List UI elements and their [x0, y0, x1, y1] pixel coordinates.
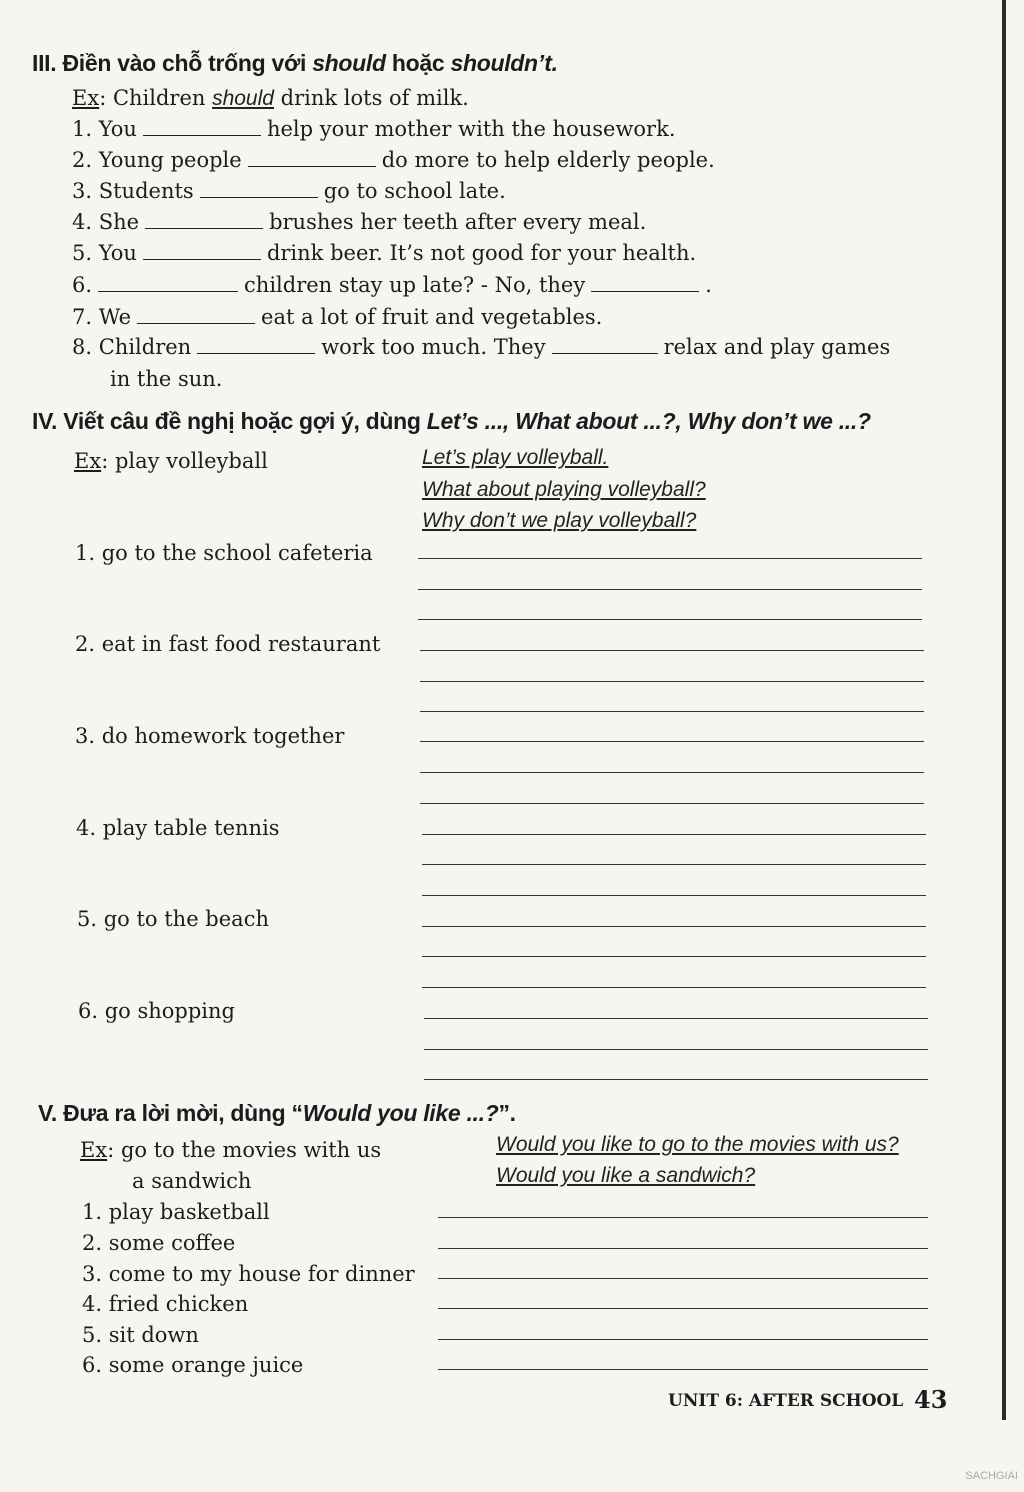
answer-line[interactable]: [422, 864, 926, 865]
answer-blank[interactable]: [143, 258, 261, 260]
page-edge: [1002, 0, 1006, 1420]
s3-item-6: 6. children stay up late? - No, they .: [72, 273, 712, 297]
answer-line[interactable]: [420, 803, 924, 804]
s5-item-4: 4. fried chicken: [82, 1292, 249, 1316]
s3-item-8-cont: in the sun.: [110, 367, 223, 391]
s5-item-3: 3. come to my house for dinner: [82, 1262, 415, 1286]
answer-line[interactable]: [438, 1339, 928, 1340]
s3-item-5: 5. You drink beer. It’s not good for your health.: [72, 241, 697, 265]
s3-item-4: 4. She brushes her teeth after every meal.: [72, 210, 647, 234]
s5-item-6: 6. some orange juice: [82, 1353, 304, 1377]
answer-line[interactable]: [420, 681, 924, 682]
answer-line[interactable]: [420, 711, 924, 712]
section-4-example: Ex: play volleyball: [74, 449, 268, 473]
answer-line[interactable]: [420, 772, 924, 773]
s5-item-2: 2. some coffee: [82, 1231, 236, 1255]
answer-blank[interactable]: [137, 322, 255, 324]
section-3-example: Ex: Children should drink lots of milk.: [72, 86, 469, 110]
answer-line[interactable]: [422, 926, 926, 927]
answer-line[interactable]: [438, 1369, 928, 1370]
answer-line[interactable]: [422, 987, 926, 988]
answer-line[interactable]: [438, 1308, 928, 1309]
answer-blank[interactable]: [98, 290, 238, 292]
answer-blank[interactable]: [552, 352, 658, 354]
s5-item-1: 1. play basketball: [82, 1200, 270, 1224]
s4-item-3: 3. do homework together: [75, 724, 345, 748]
answer-line[interactable]: [418, 558, 922, 559]
s4-example-answer-1: Let’s play volleyball.: [422, 446, 609, 469]
answer-line[interactable]: [420, 650, 924, 651]
s4-item-1: 1. go to the school cafeteria: [75, 541, 373, 565]
answer-blank[interactable]: [248, 165, 376, 167]
section-3-heading: III. Điền vào chỗ trống với should hoặc shouldn’t.: [32, 50, 558, 76]
answer-blank[interactable]: [200, 196, 318, 198]
page-number: 43: [914, 1385, 948, 1414]
answer-line[interactable]: [418, 589, 922, 590]
answer-line[interactable]: [424, 1079, 928, 1080]
s4-item-6: 6. go shopping: [78, 999, 235, 1023]
answer-blank[interactable]: [197, 352, 315, 354]
section-5-example-2: a sandwich: [132, 1169, 252, 1193]
answer-line[interactable]: [420, 741, 924, 742]
watermark-logo: SACHGIAI: [965, 1470, 1018, 1482]
s4-example-answer-2: What about playing volleyball?: [422, 478, 706, 501]
answer-line[interactable]: [438, 1248, 928, 1249]
s5-item-5: 5. sit down: [82, 1323, 199, 1347]
answer-blank[interactable]: [145, 227, 263, 229]
answer-line[interactable]: [422, 834, 926, 835]
answer-line[interactable]: [438, 1278, 928, 1279]
answer-blank[interactable]: [143, 134, 261, 136]
section-4-heading: IV. Viết câu đề nghị hoặc gợi ý, dùng Let’s ..., What about ...?, Why don’t we ...?: [32, 408, 871, 434]
answer-blank[interactable]: [591, 290, 699, 292]
s3-item-8: 8. Children work too much. They relax and play games: [72, 335, 891, 359]
s5-example-answer-2: Would you like a sandwich?: [496, 1164, 756, 1187]
answer-line[interactable]: [418, 619, 922, 620]
section-5-example: Ex: go to the movies with us: [80, 1138, 382, 1162]
s3-item-7: 7. We eat a lot of fruit and vegetables.: [72, 305, 603, 329]
s4-item-5: 5. go to the beach: [77, 907, 269, 931]
answer-line[interactable]: [438, 1217, 928, 1218]
s4-item-4: 4. play table tennis: [76, 816, 280, 840]
s3-item-1: 1. You help your mother with the housework.: [72, 117, 676, 141]
s5-example-answer-1: Would you like to go to the movies with us?: [496, 1133, 899, 1156]
unit-label: UNIT 6: AFTER SCHOOL: [668, 1391, 904, 1411]
s4-item-2: 2. eat in fast food restaurant: [75, 632, 381, 656]
s3-item-3: 3. Students go to school late.: [72, 179, 506, 203]
answer-line[interactable]: [422, 956, 926, 957]
answer-line[interactable]: [424, 1018, 928, 1019]
answer-line[interactable]: [422, 895, 926, 896]
s3-item-2: 2. Young people do more to help elderly people.: [72, 148, 715, 172]
s4-example-answer-3: Why don’t we play volleyball?: [422, 509, 697, 532]
answer-line[interactable]: [424, 1049, 928, 1050]
section-5-heading: V. Đưa ra lời mời, dùng “Would you like ...?”.: [38, 1100, 516, 1126]
